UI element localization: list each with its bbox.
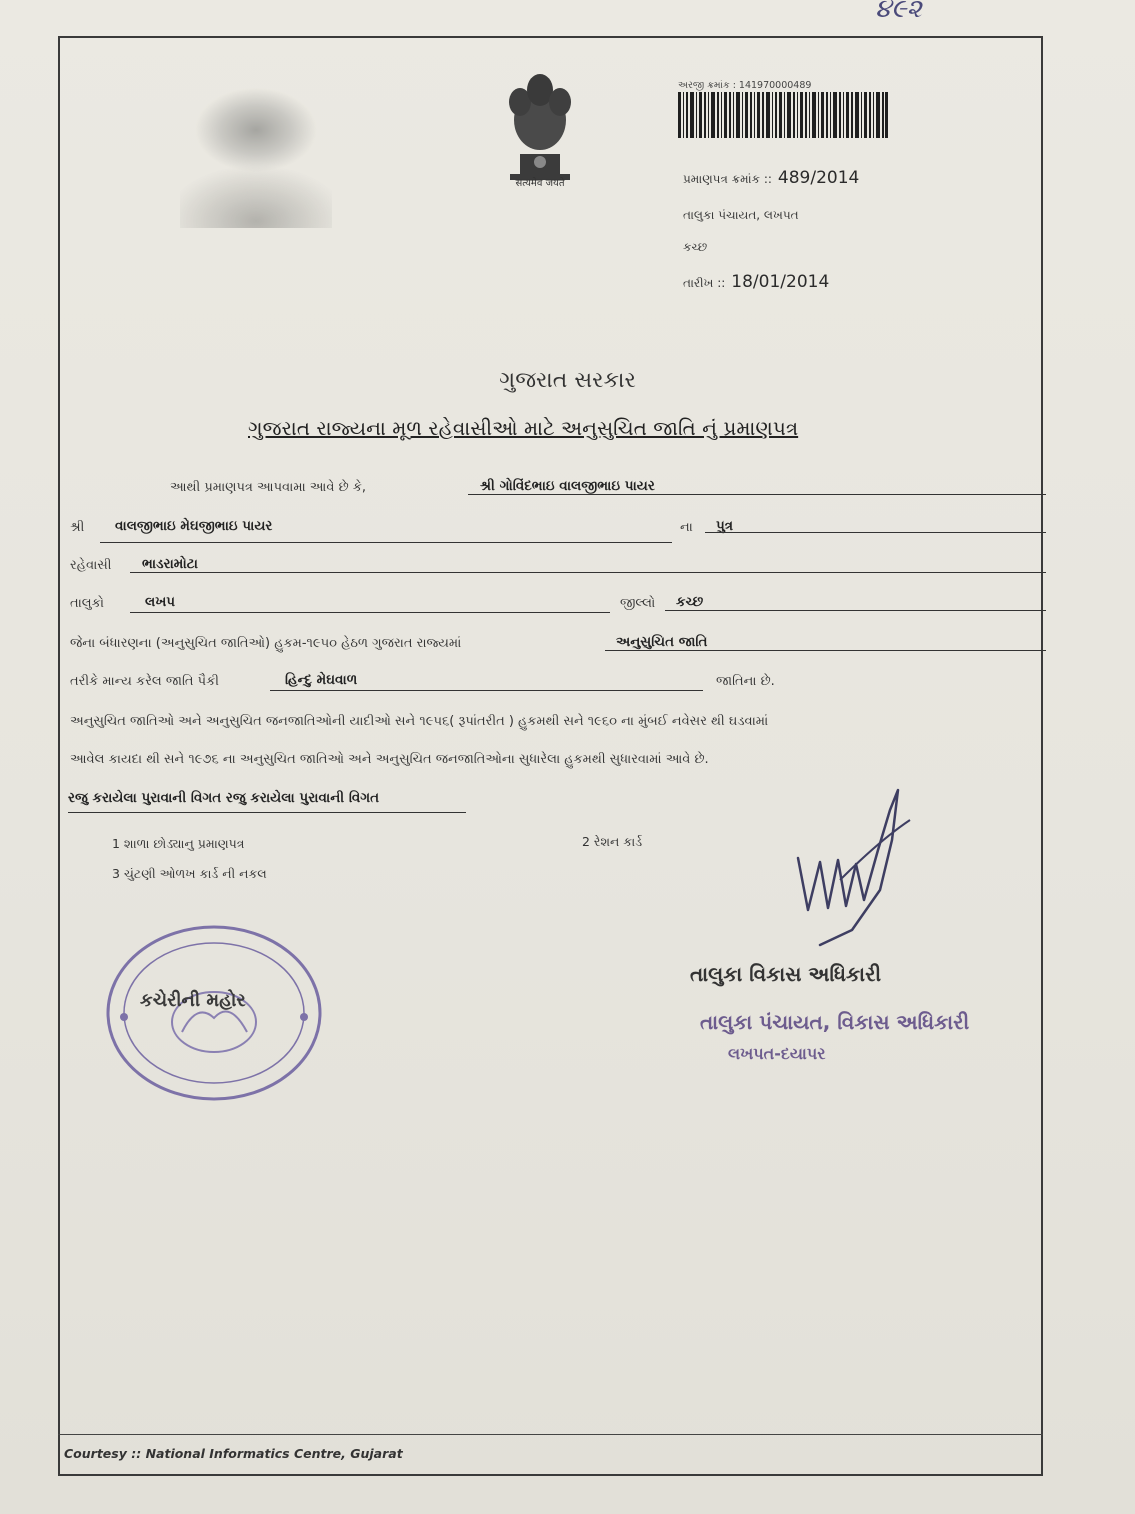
relation-label: ના	[680, 520, 693, 535]
father-name: વાલજીભાઇ મેઘજીભાઇ પાયર	[115, 518, 273, 534]
evidence-item-1: 1 શાળા છોડ્યાનુ પ્રમાણપત્ર	[112, 836, 245, 851]
residence-label: રહેવાસી	[70, 558, 112, 573]
category-value: અનુસુચિત જાતિ	[616, 634, 708, 650]
officer-stamp-line-2: લખપત-દયાપર	[728, 1044, 826, 1063]
certificate-number: પ્રમાણપત્ર ક્રમાંક :: 489/2014	[683, 168, 860, 188]
taluka-value: લખપ	[145, 594, 176, 610]
issuing-district: કચ્છ	[683, 240, 708, 254]
caste-value: હિન્દુ મેઘવાળ	[285, 672, 358, 688]
issuing-office: તાલુકા પંચાયત, લખપત	[683, 208, 799, 222]
relation-value: પુત્ર	[716, 518, 734, 534]
evidence-item-3: 3 ચુંટણી ઓળખ કાર્ડ ની નકલ	[112, 866, 267, 881]
legal-paragraph-line-1: અનુસુચિત જાતિઓ અને અનુસુચિત જનજાતિઓની યાદીઓ સને ૧૯૫૬( રૂપાંતરીત ) હુકમથી સને ૧૯૬૦ ના મુંબઈ નવેસર થી ઘડવામાં	[70, 714, 769, 729]
issue-date: તારીખ :: 18/01/2014	[683, 272, 830, 292]
residence-line	[130, 572, 1046, 573]
office-seal-icon	[102, 922, 327, 1104]
evidence-heading-underline	[68, 812, 466, 813]
taluka-line	[130, 612, 610, 613]
district-label: જીલ્લો	[620, 596, 656, 611]
holder-name: શ્રી ગોવિંદભાઇ વાલજીભાઇ પાયર	[480, 478, 655, 494]
certificate-title: ગુજરાત રાજ્યના મૂળ રહેવાસીઓ માટે અનુસુચિત જાતિ નું પ્રમાણપત્ર	[248, 416, 799, 440]
evidence-item-2: 2 રેશન કાર્ડ	[582, 834, 643, 849]
emblem-motto: सत्यमेव जयते	[515, 178, 565, 189]
district-line	[665, 610, 1046, 611]
father-name-line	[100, 542, 672, 543]
father-prefix: શ્રી	[70, 520, 85, 535]
barcode-icon	[678, 92, 888, 138]
legal-paragraph-line-2: આવેલ કાયદા થી સને ૧૯૭૬ ના અનુસુચિત જાતિઓ અને અનુસુચિત જનજાતિઓના સુધારેલા હુકમથી સુધારવામાં આવે છે.	[70, 752, 709, 767]
officer-stamp-line-1: તાલુકા પંચાયત, વિકાસ અધિકારી	[700, 1010, 970, 1034]
district-value: કચ્છ	[676, 594, 704, 610]
order-label: જેના બંધારણના (અનુસુચિત જાતિઓ) હુકમ-૧૯૫૦ હેઠળ ગુજરાત રાજ્યમાં	[70, 636, 462, 651]
state-emblem-icon	[490, 62, 590, 190]
caste-label: તરીકે માન્ય કરેલ જાતિ પૈકી	[70, 674, 219, 689]
relation-line	[705, 532, 1046, 533]
application-number: અરજી ક્રમાંક : 141970000489	[678, 80, 812, 91]
footer-divider	[58, 1434, 1043, 1435]
residence-value: ભાડરામોટા	[142, 556, 198, 572]
intro-label: આથી પ્રમાણપત્ર આપવામા આવે છે કે,	[170, 480, 367, 495]
seal-label: કચેરીની મહોર	[140, 990, 246, 1011]
caste-line	[270, 690, 703, 691]
applicant-photo	[180, 88, 332, 228]
officer-signature	[780, 780, 920, 950]
taluka-label: તાલુકો	[70, 596, 105, 611]
corner-note: ૪૯૨	[875, 0, 922, 24]
officer-title: તાલુકા વિકાસ અધિકારી	[690, 962, 882, 986]
category-line	[605, 650, 1046, 651]
evidence-heading: રજુ કરાયેલા પુરાવાની વિગત રજુ કરાયેલા પુરાવાની વિગત	[68, 790, 380, 806]
holder-name-line	[468, 494, 1046, 495]
government-title: ગુજરાત સરકાર	[499, 368, 636, 393]
caste-suffix: જાતિના છે.	[716, 674, 775, 689]
footer-courtesy: Courtesy :: National Informatics Centre, Gujarat	[64, 1446, 403, 1461]
